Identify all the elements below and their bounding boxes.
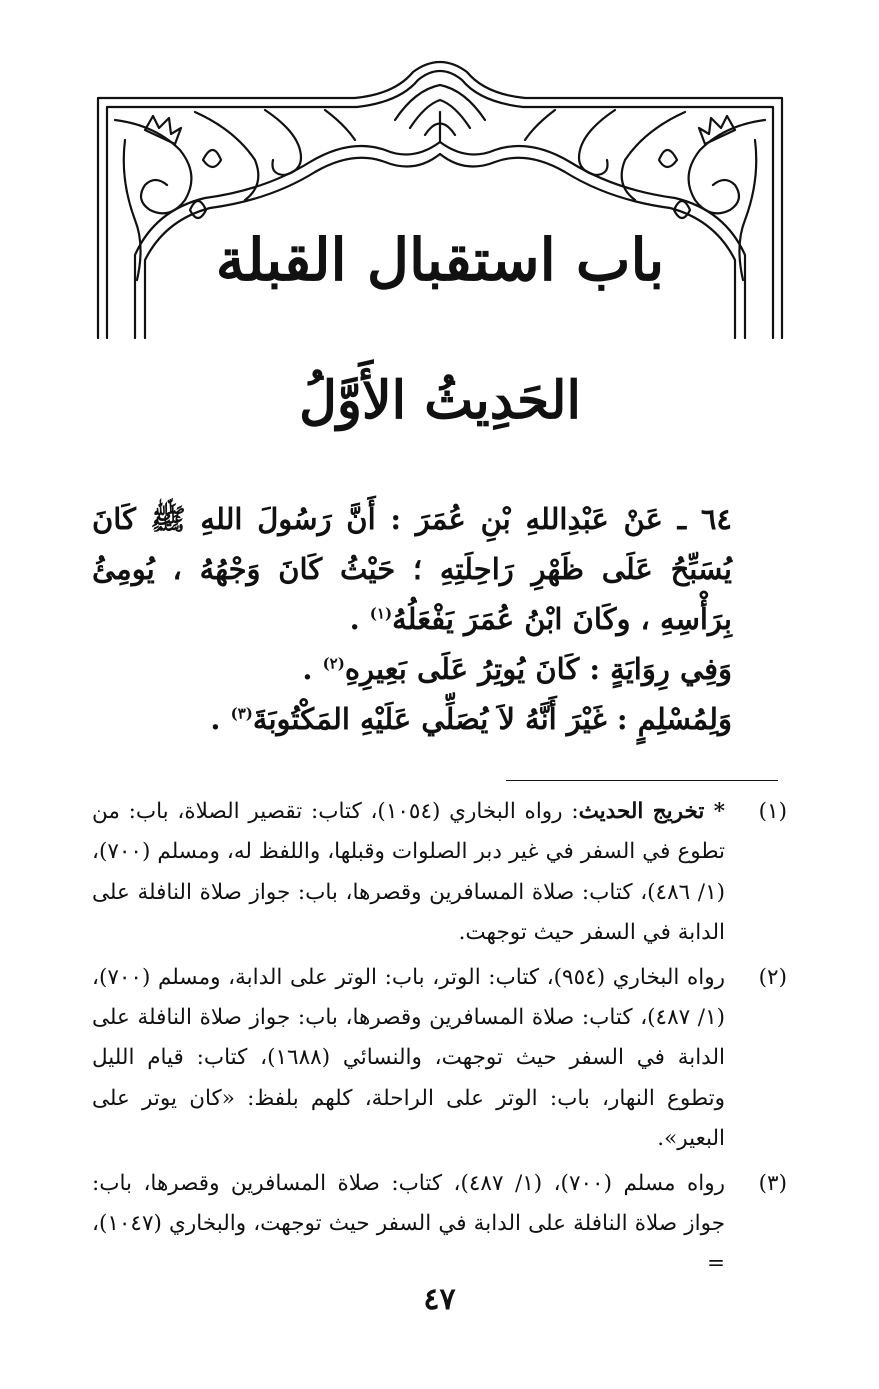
- footnote-3: [92, 1164, 787, 1285]
- hadith-body: [92, 495, 787, 744]
- hadith-number: ٦٤: [700, 502, 732, 536]
- hadith-text: ـ عَنْ عَبْدِاللهِ بْنِ عُمَرَ : أَنَّ رَسُولَ اللهِ ﷺ كَانَ يُسَبِّحُ عَلَى ظَهْرِ رَاحِلَتِهِ ؛ حَيْثُ كَانَ وَجْهُهُ ، يُومِئُ بِرَأْسِهِ ، وكَانَ ابْنُ عُمَرَ يَفْعَلُهُ: [92, 502, 732, 636]
- hadith-paragraph: [92, 495, 787, 645]
- hadith-title: الحَدِيثُ الأَوَّلُ: [299, 369, 581, 431]
- footnote-text: [92, 792, 725, 954]
- page-number: ٤٧: [423, 1282, 456, 1317]
- hadith-text-end: .: [349, 601, 370, 636]
- footnote-lead: * تخريج الحديث: [578, 799, 725, 824]
- footnote-body: : رواه البخاري (١٠٥٤)، كتاب: تقصير الصلاة، باب: من تطوع في السفر في غير دبر الصلوات وقبلها، واللفظ له، ومسلم (٧٠٠)، (١/ ٤٨٦)، كتاب: صلاة المسافرين وقصرها، باب: جواز صلاة النافلة على الدابة في السفر حيث توجهت.: [92, 799, 726, 946]
- footnote-text: رواه مسلم (٧٠٠)، (١/ ٤٨٧)، كتاب: صلاة المسافرين وقصرها، باب: جواز صلاة النافلة على الدابة في السفر حيث توجهت، والبخاري (١٠٤٧)، =: [92, 1170, 726, 1277]
- riwaya-text: وَفِي رِوَايَةٍ : كَانَ يُوتِرُ عَلَى بَعِيرِهِ: [344, 651, 732, 686]
- footnote-2: [92, 958, 787, 1160]
- riwaya-paragraph: [92, 645, 787, 695]
- chapter-title: باب استقبال القبلة: [215, 226, 665, 294]
- footnote-ref-1: (١): [369, 604, 393, 623]
- muslim-text: وَلِمُسْلِمٍ : غَيْرَ أَنَّهُ لاَ يُصَلِّي عَلَيْهِ المَكْتُوبَةَ: [252, 701, 732, 736]
- riwaya-end: .: [302, 651, 323, 686]
- footnote-number: (٢): [758, 964, 787, 990]
- footnote-ref-3: (٣): [230, 703, 253, 722]
- footnote-separator: [506, 780, 778, 781]
- muslim-paragraph: [92, 695, 787, 745]
- footnote-number: (١): [758, 799, 787, 824]
- footnote-1: [92, 792, 787, 954]
- footnote-text: رواه البخاري (٩٥٤)، كتاب: الوتر، باب: الوتر على الدابة، ومسلم (٧٠٠)، (١/ ٤٨٧)، كتاب: صلاة المسافرين وقصرها، باب: جواز صلاة النافلة على الدابة في السفر حيث توجهت، والنسائي (١٦٨٨)، كتاب: قيام الليل وتطوع النهار، باب: الوتر على الراحلة، كلهم بلفظ: «كان يوتر على البعير».: [92, 964, 726, 1152]
- muslim-end: .: [210, 701, 231, 736]
- footnotes: [92, 792, 787, 1289]
- footnote-number: (٣): [758, 1170, 787, 1196]
- footnote-ref-2: (٢): [322, 653, 345, 672]
